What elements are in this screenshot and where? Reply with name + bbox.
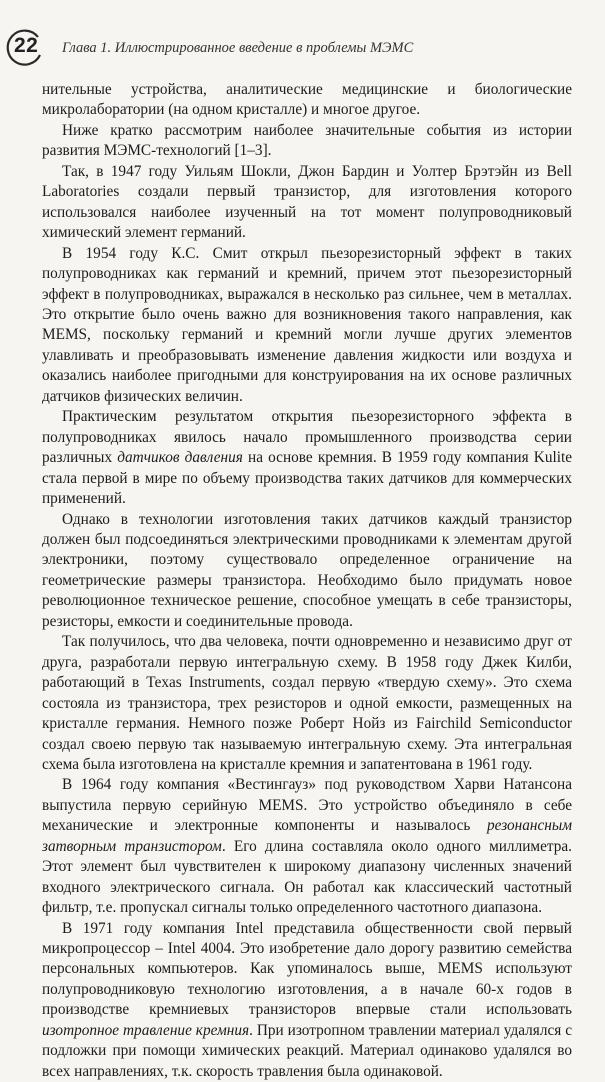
text-run: на основе кремния. В 1959 году компания Kulite стала первой в мире по объему производства таких датчиков для коммерческих применений. <box>42 449 573 508</box>
text-run: Так получилось, что два человека, почти одновременно и независимо друг от друга, разработали первую интегральную схему. В 1958 году Джек Килби, работающий в Texas Instruments, создал первую «твердую схему». Это схема состояла из транзистора, трех резисторов и одной емкости, размещенных на кристалле германия. Немного позже Роберт Нойз из Fairchild Semiconductor создал своею первую так называемую интегральную схему. Эта интегральная схема была изготовлена на кристалле кремния и запатентована в 1961 году. <box>42 633 572 773</box>
text-run: Однако в технологии изготовления таких датчиков каждый транзистор должен был подсоединяться электрическими проводниками к элементам другой электроники, поэтому существовало определенное ограничение на геометрические размеры транзистора. Необходимо было придумать новое революционное техническое решение, способное умещать в себе транзисторы, резисторы, емкости и соединительные провода. <box>42 510 572 630</box>
paragraph <box>42 632 572 775</box>
paragraph <box>42 162 572 244</box>
text-run: Ниже кратко рассмотрим наиболее значительные события из истории развития МЭМС-технологий [1–3]. <box>42 121 572 160</box>
page-number-badge <box>4 28 44 68</box>
text-run: В 1964 году компания «Вестингауз» под руководством Харви Натансона выпустила первую серийную MEMS. Это устройство объединяло в себе механические и электронные компоненты и называлось <box>42 776 572 835</box>
italic-term: датчиков давления <box>117 449 243 467</box>
paragraph <box>42 244 572 408</box>
text-run: нительные устройства, аналитические медицинские и биологические микролаборатории (на одном кристалле) и многое другое. <box>42 81 572 119</box>
text-run: Так, в 1947 году Уильям Шокли, Джон Бардин и Уолтер Брэтэйн из Bell Laboratories создали первый транзистор, для изготовления которого использовался наиболее изученный на тот момент полупроводниковый химический элемент германий. <box>42 162 572 242</box>
text-run: . При изотропном травлении материал удалялся с подложки при помощи химических реакций. Материал одинаково удалялся во всех направлениях, т.к. скорость травления была одинаковой. <box>42 1021 572 1080</box>
paragraph <box>42 775 572 918</box>
running-head: Глава 1. Иллюстрированное введение в проблемы МЭМС <box>62 40 414 56</box>
text-run: Практическим результатом открытия пьезорезисторного эффекта в полупроводниках явилось начало промышленного производства серии различных <box>42 408 572 467</box>
paragraph <box>42 407 572 509</box>
paragraph <box>42 919 572 1082</box>
paragraph <box>42 80 572 121</box>
italic-term: изотропное травление кремния <box>42 1021 250 1039</box>
paragraph <box>42 510 572 633</box>
body-text <box>42 80 572 1082</box>
text-run: . Его длина составляла около одного миллиметра. Этот элемент был чувствителен к широкому диапазону численных значений входного электрического сигнала. Он работал как классический частотный фильтр, т.е. пропускал сигналы только определенного частотного диапазона. <box>42 837 572 917</box>
page-header <box>0 0 605 70</box>
paragraph <box>42 121 572 162</box>
text-run: В 1971 году компания Intel представила общественности свой первый микропроцессор – Intel 4004. Это изобретение дало дорогу развитию семейства персональных компьютеров. Как упоминалось выше, MEMS используют полупроводниковую технологию изготовления, а в начале 60-х годов в производстве кремниевых транзисторов впервые стали использовать <box>42 919 572 1019</box>
text-run: В 1954 году К.С. Смит открыл пьезорезисторный эффект в таких полупроводниках как германий и кремний, причем этот пьезорезисторный эффект в полупроводниках, выражался в несколько раз сильнее, чем в металлах. Это открытие было очень важно для возникновения такого направления, как MEMS, поскольку германий и кремний могли лучше других элементов улавливать и преобразовывать изменение давления жидкости или воздуха и оказались наиболее пригодными для конструирования на их основе различных датчиков физических величин. <box>42 244 572 405</box>
page-number: 22 <box>14 34 39 57</box>
italic-term: резонансным затворным транзистором <box>42 817 572 855</box>
